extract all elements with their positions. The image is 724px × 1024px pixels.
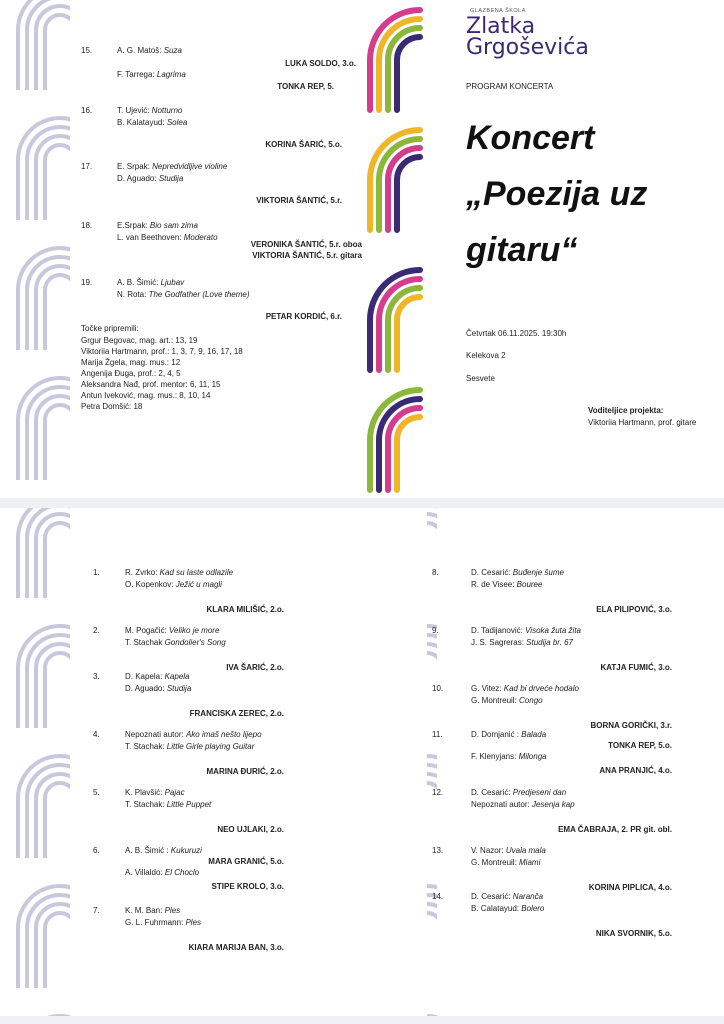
item-number: 9.: [432, 626, 439, 635]
item-piece-work: Ježić u magli: [175, 580, 222, 589]
grey-stripe: [18, 420, 45, 480]
item-piece: [125, 626, 219, 636]
item-piece-work: Visoka žuta žita: [525, 626, 581, 635]
prep-line: Angenija Đuga, prof.: 2, 4, 5: [81, 369, 181, 378]
item-piece-composer: B. Calatayud:: [471, 904, 522, 913]
item-piece-work: Ljubav: [160, 278, 185, 287]
item-piece-work: Moderato: [183, 233, 218, 242]
item-piece-composer: T. Stachak:: [125, 800, 167, 809]
grey-stripe: [18, 668, 45, 728]
performer-name: NEO UJLAKI, 2.o.: [217, 825, 284, 834]
performer-name: VERONIKA ŠANTIĆ, 5.r. oboa: [250, 240, 362, 249]
item-piece-work: Kad su laste odlazile: [159, 568, 234, 577]
colored-arc: [397, 157, 420, 230]
performer-name: EMA ČABRAJA, 2. PR git. obl.: [558, 825, 672, 834]
grey-arc: [45, 783, 70, 798]
item-piece-work: Notturno: [151, 106, 183, 115]
leaders-label: Voditeljice projekta:: [588, 406, 664, 415]
item-piece: [471, 684, 579, 694]
item-piece: [471, 638, 573, 648]
item-piece-composer: B. Kalatayud:: [117, 118, 167, 127]
item-piece-work: Solea: [166, 118, 188, 127]
performer-name: KORINA PIPLICA, 4.o.: [588, 883, 672, 892]
performer-name: KIARA MARIJA BAN, 3.o.: [188, 943, 284, 952]
performer-name: PETAR KORDIĆ, 6.r.: [265, 312, 342, 321]
item-piece: [471, 568, 564, 578]
item-piece: [471, 752, 547, 762]
item-piece-work: Miami: [519, 858, 541, 867]
item-piece: [117, 278, 184, 288]
item-piece-composer: K. M. Ban:: [125, 906, 165, 915]
decorative-arcs-colored: [360, 0, 430, 498]
prep-label: Točke pripremili:: [81, 324, 139, 333]
logo-line2: Grgoševića: [466, 35, 589, 60]
item-piece: [125, 906, 180, 916]
program-label: PROGRAM KONCERTA: [466, 82, 554, 91]
grey-arc: [45, 15, 70, 30]
item-piece: [471, 730, 546, 740]
item-piece-composer: D. Cesarić:: [471, 568, 513, 577]
item-piece-work: Jesenja kap: [531, 800, 575, 809]
item-piece-composer: K. Plavšić:: [125, 788, 165, 797]
item-piece-work: Bouree: [516, 580, 543, 589]
prep-line: Aleksandra Nađ, prof. mentor: 6, 11, 15: [81, 380, 221, 389]
item-piece-composer: G. Vitez:: [471, 684, 504, 693]
item-number: 6.: [93, 846, 100, 855]
item-number: 5.: [93, 788, 100, 797]
item-piece-work: Ako imaš nešto lijepo: [185, 730, 262, 739]
item-piece: [117, 70, 186, 80]
prep-line: Marija Žgela, mag. mus.: 12: [81, 358, 181, 367]
item-piece: [125, 580, 222, 590]
item-piece-composer: D. Tadijanović:: [471, 626, 526, 635]
item-piece-composer: Nepoznati autor:: [125, 730, 186, 739]
item-piece-work: Kapela: [164, 672, 190, 681]
item-piece: [471, 904, 544, 914]
item-piece-composer: D. Aguado:: [117, 174, 159, 183]
item-piece-work: Bolero: [521, 904, 545, 913]
item-piece-composer: A. Villaldo:: [125, 868, 165, 877]
item-piece: [471, 858, 540, 868]
title-line3: gitaru“: [466, 231, 578, 269]
item-piece-composer: V. Nazor:: [471, 846, 506, 855]
performer-name: BORNA GORIČKI, 3.r.: [590, 721, 672, 730]
item-piece-work: The Godfather (Love theme): [148, 290, 250, 299]
item-piece: [117, 221, 198, 231]
decorative-arcs-left: [427, 508, 437, 1016]
item-piece-work: Bio sam zima: [149, 221, 198, 230]
item-piece-composer: E. Srpak:: [117, 162, 153, 171]
performer-name: KATJA FUMIĆ, 3.o.: [600, 663, 672, 672]
item-piece-work: Ples: [185, 918, 202, 927]
item-piece: [125, 868, 199, 878]
item-number: 19.: [81, 278, 93, 287]
item-piece-composer: F. Klenyjans:: [471, 752, 519, 761]
item-number: 3.: [93, 672, 100, 681]
item-piece: [471, 626, 581, 636]
grey-stripe: [18, 160, 45, 220]
item-piece-work: Pajac: [164, 788, 185, 797]
prep-line: Antun Iveković, mag. mus.: 8, 10, 14: [81, 391, 211, 400]
performer-name: ANA PRANJIĆ, 4.o.: [599, 766, 672, 775]
item-piece: [125, 684, 191, 694]
item-piece-composer: A. B. Šimić:: [117, 278, 161, 287]
item-piece-work: Studija br. 67: [526, 638, 573, 647]
item-piece: [117, 174, 183, 184]
decorative-arcs-left: [0, 508, 70, 1016]
item-number: 2.: [93, 626, 100, 635]
item-piece: [471, 892, 543, 902]
grey-arc: [427, 523, 437, 538]
grey-arc: [45, 275, 70, 290]
prep-line: Grgur Begovac, mag. art.: 13, 19: [81, 336, 198, 345]
grey-arc: [45, 145, 70, 160]
grey-arc: [45, 653, 70, 668]
item-piece-work: Nepredvidljive violine: [152, 162, 228, 171]
item-number: 13.: [432, 846, 444, 855]
performer-name: IVA ŠARIĆ, 2.o.: [226, 663, 284, 672]
grey-arc: [45, 405, 70, 420]
item-piece-composer: G. L. Fuhrmann:: [125, 918, 186, 927]
performer-name: VIKTORIA ŠANTIĆ, 5.r.: [256, 196, 342, 205]
item-piece: [117, 233, 218, 243]
item-number: 1.: [93, 568, 100, 577]
item-piece-composer: A. B. Šimić :: [125, 846, 171, 855]
item-number: 11.: [432, 730, 443, 739]
item-piece: [125, 568, 233, 578]
item-piece-work: Predjeseni dan: [512, 788, 567, 797]
item-piece: [471, 580, 542, 590]
item-piece: [471, 800, 575, 810]
item-piece-work: Studija: [158, 174, 184, 183]
item-piece-composer: O. Kopenkov:: [125, 580, 176, 589]
grey-arc: [45, 523, 70, 538]
item-piece: [471, 846, 546, 856]
prep-line: Petra Domšić: 18: [81, 402, 143, 411]
item-piece-composer: D. Cesarić:: [471, 892, 513, 901]
item-piece: [117, 46, 182, 56]
item-piece-composer: D. Kapela:: [125, 672, 165, 681]
item-piece: [117, 162, 227, 172]
performer-name: ELA PILIPOVIĆ, 3.o.: [596, 605, 672, 614]
item-piece-composer: T. Stachak:: [125, 742, 167, 751]
event-city: Sesvete: [466, 374, 495, 383]
performer-name: MARA GRANIĆ, 5.o.: [208, 857, 284, 866]
program-page-top: [0, 0, 724, 498]
item-piece: [125, 672, 190, 682]
item-piece: [125, 742, 254, 752]
item-piece-composer: G. Montreuil:: [471, 858, 520, 867]
logo-school-label: GLAZBENA ŠKOLA: [470, 8, 526, 14]
item-piece-work: Balada: [521, 730, 547, 739]
grey-stripe: [18, 798, 45, 858]
item-piece-composer: Nepoznati autor:: [471, 800, 532, 809]
item-piece: [125, 788, 185, 798]
item-number: 8.: [432, 568, 439, 577]
item-number: 4.: [93, 730, 100, 739]
item-piece-composer: J. S. Sagreras:: [471, 638, 527, 647]
title-line2: „Poezija uz: [466, 175, 648, 213]
logo-line1: Zlatka: [466, 14, 536, 39]
item-piece-composer: E.Srpak:: [117, 221, 150, 230]
item-piece-work: Congo: [519, 696, 543, 705]
item-piece-composer: G. Montreuil:: [471, 696, 520, 705]
item-piece-work: Suza: [163, 46, 182, 55]
item-piece: [117, 290, 250, 300]
colored-arc: [397, 297, 420, 370]
item-piece-composer: D. Aguado:: [125, 684, 167, 693]
prep-line: Viktoriia Hartmann, prof.: 1, 3, 7, 9, 16, 17, 18: [81, 347, 243, 356]
event-address: Kelekova 2: [466, 351, 506, 360]
colored-arc: [397, 417, 420, 490]
item-piece-work: Milonga: [518, 752, 547, 761]
title-line1: Koncert: [466, 119, 595, 157]
item-piece-composer: F. Tarrega:: [117, 70, 157, 79]
event-date: Četvrtak 06.11.2025. 19:30h: [466, 329, 567, 338]
grey-stripe: [18, 290, 45, 350]
item-number: 7.: [93, 906, 100, 915]
item-piece: [471, 788, 566, 798]
item-piece-work: Little Puppet: [166, 800, 212, 809]
item-piece: [125, 846, 202, 856]
leaders-name: Viktoriia Hartmann, prof. gitare: [588, 418, 697, 427]
item-piece: [471, 696, 543, 706]
grey-stripe: [18, 538, 45, 598]
performer-name: STIPE KROLO, 3.o.: [211, 882, 284, 891]
performer-name: KORINA ŠARIĆ, 5.o.: [265, 140, 342, 149]
performer-name: MARINA ĐURIĆ, 2.o.: [206, 767, 284, 776]
item-piece: [125, 918, 201, 928]
item-piece-composer: D. Domjanić :: [471, 730, 522, 739]
item-piece-composer: D. Cesarić:: [471, 788, 513, 797]
item-number: 17.: [81, 162, 93, 171]
performer-name: TONKA REP, 5.: [277, 82, 334, 91]
item-piece-composer: L. van Beethoven:: [117, 233, 184, 242]
item-number: 12.: [432, 788, 444, 797]
item-piece-work: Buđenje šume: [512, 568, 564, 577]
grey-arc: [427, 913, 437, 928]
item-piece-work: Veliko je more: [169, 626, 220, 635]
grey-stripe: [18, 928, 45, 988]
performer-name: NIKA SVORNIK, 5.o.: [595, 929, 672, 938]
item-piece-work: Naranča: [512, 892, 544, 901]
item-number: 15.: [81, 46, 93, 55]
item-piece-work: Studija: [166, 684, 192, 693]
item-piece: [117, 106, 182, 116]
performer-name: VIKTORIA ŠANTIĆ, 5.r. gitara: [252, 251, 362, 260]
decorative-arcs-left: [0, 0, 70, 498]
item-piece-composer: T. Stachak: [125, 638, 165, 647]
item-piece-composer: N. Rota:: [117, 290, 149, 299]
grey-arc: [427, 653, 437, 668]
item-piece: [125, 730, 262, 740]
grey-stripe: [18, 30, 45, 90]
performer-name: TONKA REP, 5.o.: [608, 741, 672, 750]
item-piece-composer: R. de Visee:: [471, 580, 517, 589]
item-piece-composer: T. Ujević:: [117, 106, 152, 115]
item-piece-composer: A. G. Matoš:: [117, 46, 164, 55]
item-piece-work: Kad bi drveće hodalo: [503, 684, 579, 693]
item-number: 18.: [81, 221, 93, 230]
item-number: 16.: [81, 106, 93, 115]
item-piece-work: Kukuruzi: [170, 846, 202, 855]
performer-name: FRANCISKA ZEREC, 2.o.: [189, 709, 284, 718]
program-page-bottom-right: [427, 508, 724, 1016]
item-piece: [125, 638, 226, 648]
item-piece-work: Little Girle playing Guitar: [166, 742, 255, 751]
item-number: 10.: [432, 684, 444, 693]
item-piece-work: Lagrima: [156, 70, 186, 79]
item-number: 14.: [432, 892, 444, 901]
item-piece-work: Gondolier's Song: [164, 638, 226, 647]
performer-name: KLARA MILIŠIĆ, 2.o.: [206, 605, 284, 614]
item-piece-composer: M. Pogačić:: [125, 626, 170, 635]
performer-name: LUKA SOLDO, 3.o.: [285, 59, 356, 68]
item-piece-work: Ples: [164, 906, 181, 915]
item-piece-work: El Choclo: [164, 868, 200, 877]
grey-arc: [45, 913, 70, 928]
item-piece-work: Uvala mala: [505, 846, 546, 855]
item-piece-composer: R. Zvrko:: [125, 568, 160, 577]
item-piece: [125, 800, 211, 810]
colored-arc: [397, 37, 420, 110]
item-piece: [117, 118, 187, 128]
program-page-bottom-left: [0, 508, 427, 1016]
